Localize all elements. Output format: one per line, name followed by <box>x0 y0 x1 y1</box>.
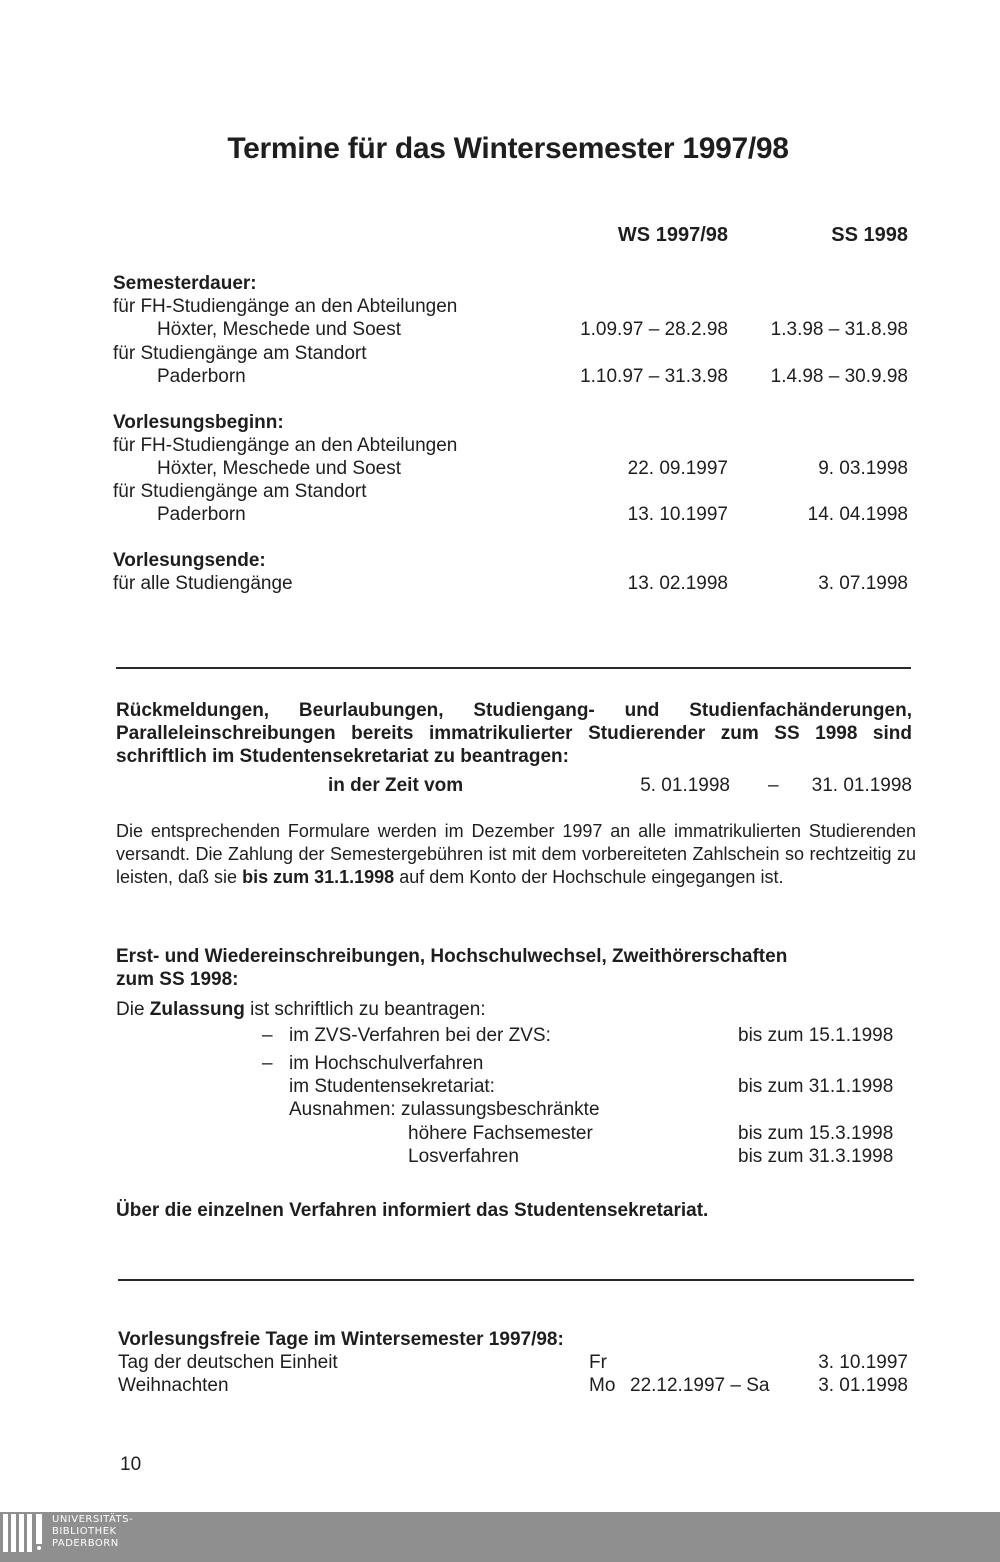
semesterdauer-line: Höxter, Meschede und Soest <box>157 319 401 340</box>
ausnahmen-item: höhere Fachsemester <box>408 1123 593 1144</box>
library-name-line: BIBLIOTHEK <box>52 1526 117 1537</box>
vorlesungsbeginn-ss-date: 9. 03.1998 <box>818 458 908 479</box>
semesterdauer-line: für FH-Studiengänge an den Abteilungen <box>113 296 458 317</box>
vorlesungsbeginn-ws-date: 13. 10.1997 <box>627 504 728 525</box>
rueckmeldung-body-text: auf dem Konto der Hochschule eingegangen ist. <box>399 867 784 887</box>
vorlesungsende-ss-date: 3. 07.1998 <box>818 573 908 594</box>
page-title: Termine für das Wintersemester 1997/98 <box>227 132 789 165</box>
hochschulverfahren-label: im Studentensekretariat: <box>289 1076 495 1097</box>
section-divider <box>118 1279 914 1281</box>
vorlesungsende-line: für alle Studiengänge <box>113 573 293 594</box>
vorlesungsbeginn-line: Höxter, Meschede und Soest <box>157 458 401 479</box>
semesterdauer-ss-date: 1.3.98 – 31.8.98 <box>770 319 908 340</box>
einschreibung-note: Über die einzelnen Verfahren informiert das Studentensekretariat. <box>116 1200 709 1221</box>
library-name-line: UNIVERSITÄTS- <box>52 1514 134 1525</box>
ausnahmen-item: Losverfahren <box>408 1146 519 1167</box>
vorlesungsende-ws-date: 13. 02.1998 <box>627 573 728 594</box>
library-footer-bar <box>0 1512 1000 1562</box>
section-heading-semesterdauer: Semesterdauer: <box>113 273 257 294</box>
semesterdauer-line: Paderborn <box>157 366 246 387</box>
vorlesungsbeginn-ss-date: 14. 04.1998 <box>807 504 908 525</box>
holiday-label: Tag der deutschen Einheit <box>118 1352 338 1373</box>
vorlesungsbeginn-line: Paderborn <box>157 504 246 525</box>
column-header-ws: WS 1997/98 <box>617 224 728 246</box>
section-heading-vorlesungsbeginn: Vorlesungsbeginn: <box>113 412 284 433</box>
holiday-day: Mo <box>589 1375 616 1396</box>
ausnahmen-date: bis zum 15.3.1998 <box>738 1123 894 1144</box>
zvs-date: bis zum 15.1.1998 <box>738 1025 894 1046</box>
vorlesungsbeginn-line: für Studiengänge am Standort <box>113 481 367 502</box>
intro-text: Die <box>116 999 145 1020</box>
semesterdauer-ss-date: 1.4.98 – 30.9.98 <box>770 366 908 387</box>
list-dash: – <box>262 1053 273 1074</box>
rueckmeldung-body-text: Die entsprechenden Formulare werden im Dezember 1997 an alle immatrikulierten Studierenden versandt. Die Zahlung der Semestergebühren ist mit dem vorbereiteten Zahlschein so rechtzeitig zu leisten, daß sie <box>116 821 916 887</box>
rueckmeldung-deadline: bis zum 31.1.1998 <box>242 867 395 887</box>
semesterdauer-ws-date: 1.09.97 – 28.2.98 <box>580 319 728 340</box>
rueckmeldung-to-date: 31. 01.1998 <box>811 775 912 796</box>
holiday-range: 22.12.1997 – Sa <box>630 1375 770 1396</box>
intro-bold: Zulassung <box>149 999 245 1020</box>
ausnahmen-label: Ausnahmen: zulassungsbeschränkte <box>289 1099 600 1120</box>
library-name-line: PADERBORN <box>52 1538 119 1549</box>
holiday-date: 3. 10.1997 <box>818 1352 908 1373</box>
einschreibung-heading: Erst- und Wiedereinschreibungen, Hochschulwechsel, Zweithörerschaften <box>116 946 788 967</box>
hochschulverfahren-label: im Hochschulverfahren <box>289 1053 484 1074</box>
semesterdauer-ws-date: 1.10.97 – 31.3.98 <box>580 366 728 387</box>
zvs-label: im ZVS-Verfahren bei der ZVS: <box>289 1025 551 1046</box>
rueckmeldung-heading: Rückmeldungen, Beurlaubungen, Studiengang- und Studienfachänderungen, Paralleleinschreibungen bereits immatrikulierter Studierender zum SS 1998 sind schriftlich im Studentensekretariat zu beantragen: <box>116 700 912 767</box>
section-heading-vorlesungsende: Vorlesungsende: <box>113 550 266 571</box>
list-dash: – <box>262 1025 273 1046</box>
holiday-day: Fr <box>589 1352 607 1373</box>
ausnahmen-date: bis zum 31.3.1998 <box>738 1146 894 1167</box>
holiday-label: Weihnachten <box>118 1375 229 1396</box>
semesterdauer-line: für Studiengänge am Standort <box>113 343 367 364</box>
page-number: 10 <box>120 1454 142 1475</box>
rueckmeldung-from-date: 5. 01.1998 <box>640 775 730 796</box>
einschreibung-heading: zum SS 1998: <box>116 969 239 990</box>
section-divider <box>116 667 911 669</box>
rueckmeldung-dash: – <box>768 775 779 796</box>
rueckmeldung-body <box>116 820 916 889</box>
library-logo-icon <box>0 1514 50 1552</box>
vorlesungsfrei-heading: Vorlesungsfreie Tage im Wintersemester 1997/98: <box>118 1329 564 1350</box>
holiday-date: 3. 01.1998 <box>818 1375 908 1396</box>
vorlesungsbeginn-ws-date: 22. 09.1997 <box>627 458 728 479</box>
rueckmeldung-period-label: in der Zeit vom <box>328 775 464 796</box>
einschreibung-intro <box>116 998 486 1021</box>
column-header-ss: SS 1998 <box>831 224 908 246</box>
library-logo-text <box>52 1514 133 1550</box>
vorlesungsbeginn-line: für FH-Studiengänge an den Abteilungen <box>113 435 458 456</box>
intro-text: ist schriftlich zu beantragen: <box>250 999 486 1020</box>
hochschulverfahren-date: bis zum 31.1.1998 <box>738 1076 894 1097</box>
